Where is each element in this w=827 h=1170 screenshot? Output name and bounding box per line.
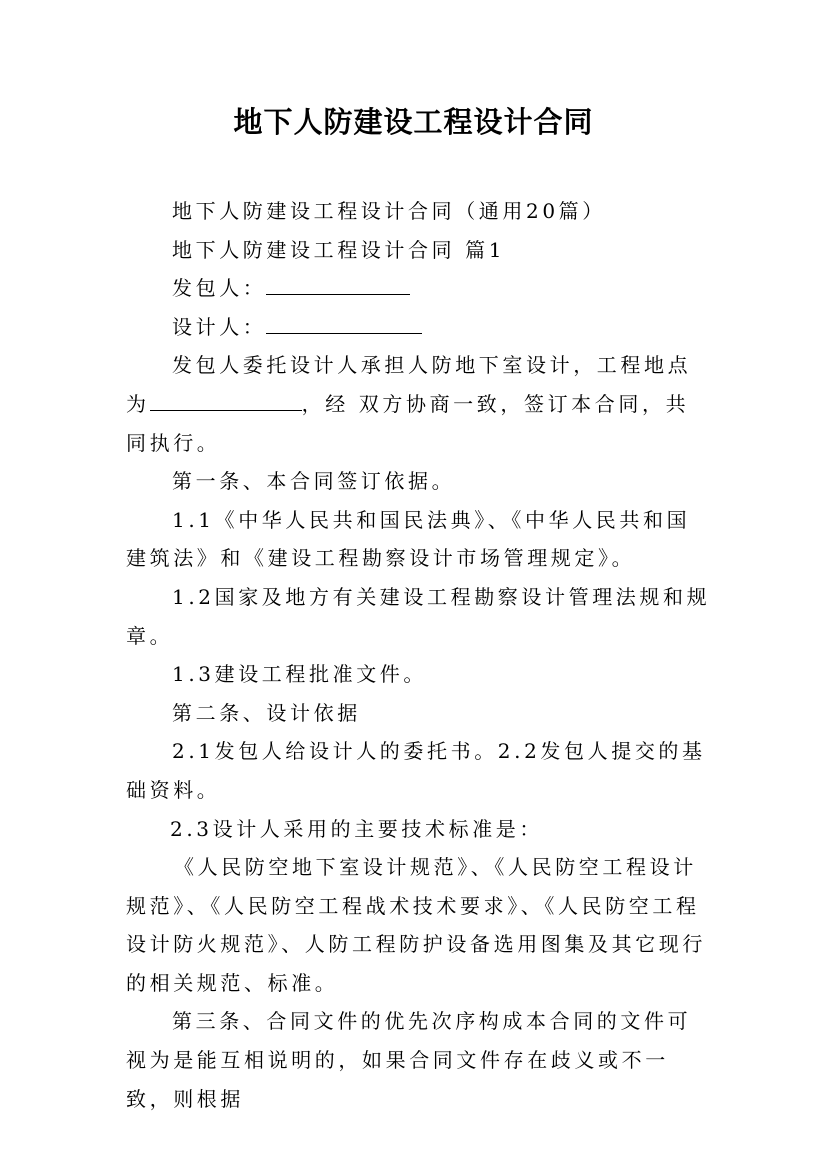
paragraph-designer <box>126 308 712 347</box>
commission-text-b: ，经 双方协商一致，签订本合同，共同执行。 <box>126 391 690 455</box>
paragraph-1-2: 1.2国家及地方有关建设工程勘察设计管理法规和规章。 <box>126 584 711 648</box>
paragraph-standards: 《人民防空地下室设计规范》、《人民防空工程设计规范》、《人民防空工程战术技术要求》、《人民防空工程设计防火规范》、人防工程防护设备选用图集及其它现行的相关规范、标准。 <box>126 855 706 995</box>
employer-blank-line <box>266 274 410 295</box>
paragraph-part-title: 地下人防建设工程设计合同 篇1 <box>172 237 506 262</box>
paragraph-2-1-2-2: 2.1发包人给设计人的委托书。2.2发包人提交的基础资料。 <box>126 739 706 802</box>
commission-text-a: 发包人委托设计人承担人防地下室设计，工程地点为 <box>126 353 692 416</box>
location-blank-line <box>150 390 302 411</box>
document-body <box>126 192 712 1118</box>
paragraph-1-3: 1.3建设工程批准文件。 <box>172 662 428 687</box>
paragraph-article-3: 第三条、合同文件的优先次序构成本合同的文件可视为是能互相说明的，如果合同文件存在歧义或不一致，则根据 <box>126 1009 692 1111</box>
paragraph-2-3: 2.3设计人采用的主要技术标准是： <box>170 816 544 841</box>
paragraph-1-1: 1.1《中华人民共和国民法典》、《中华人民共和国建筑法》和《建设工程勘察设计市场管理规定》。 <box>126 507 691 571</box>
document-title: 地下人防建设工程设计合同 <box>233 105 594 139</box>
designer-label: 设计人： <box>172 314 267 339</box>
paragraph-article-2: 第二条、设计依据 <box>172 700 361 725</box>
paragraph-employer <box>126 269 712 308</box>
paragraph-article-1: 第一条、本合同签订依据。 <box>172 469 456 494</box>
designer-blank-line <box>266 313 422 334</box>
employer-label: 发包人： <box>172 276 267 301</box>
paragraph-collection-title: 地下人防建设工程设计合同（通用20篇） <box>172 199 606 223</box>
paragraph-commission <box>126 346 712 462</box>
